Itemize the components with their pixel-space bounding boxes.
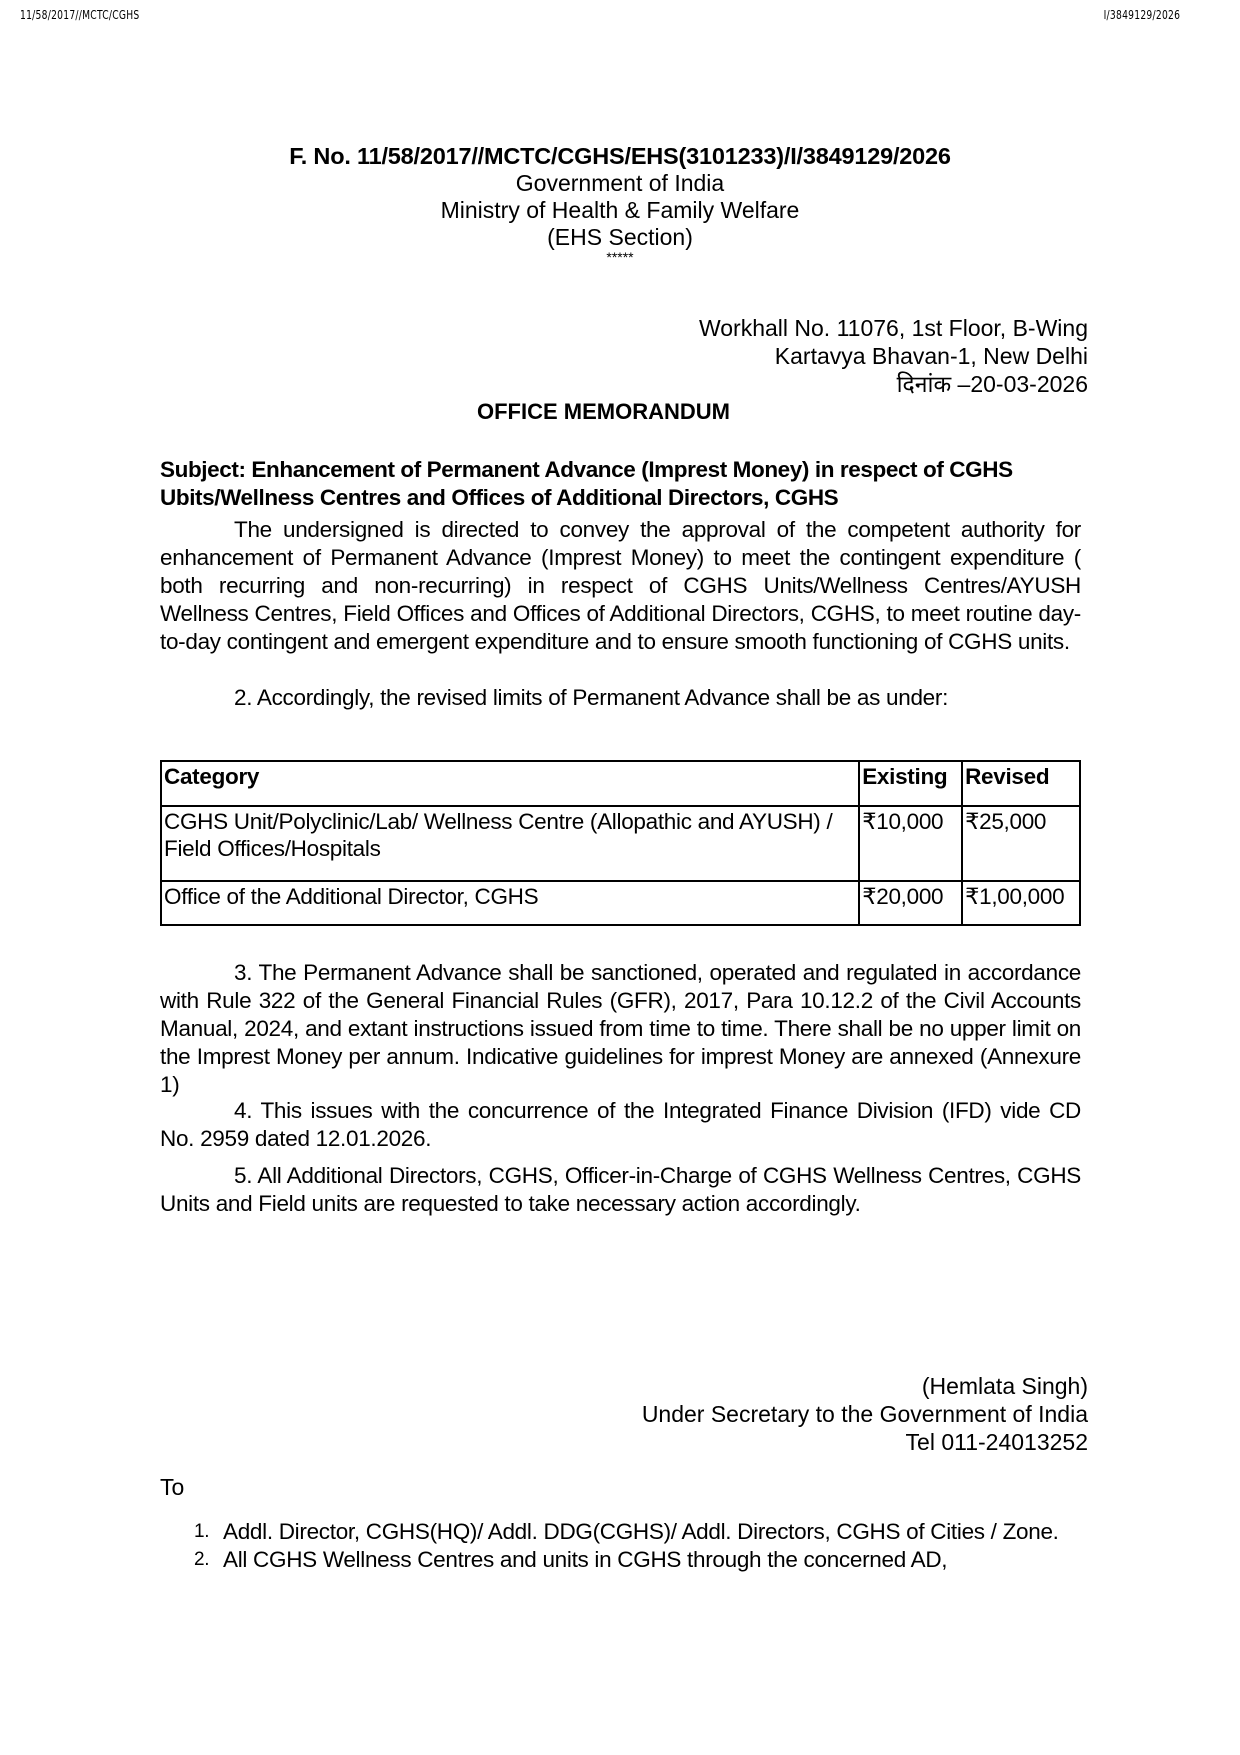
letterhead — [160, 143, 1080, 263]
government-name: Government of India — [515, 170, 725, 196]
file-number: F. No. 11/58/2017//MCTC/CGHS/EHS(3101233)/I/3849129/2026 — [289, 143, 951, 169]
date-value: –20-03-2026 — [957, 371, 1088, 397]
permanent-advance-limits-table — [160, 760, 1081, 926]
recipient-text: All CGHS Wellness Centres and units in CGHS through the concerned AD, — [223, 1547, 948, 1572]
date-label: दिनांक — [896, 371, 952, 397]
section-name: (EHS Section) — [547, 224, 693, 250]
header-revised: Revised — [962, 761, 1080, 806]
paragraph-5: 5. All Additional Directors, CGHS, Officer-in-Charge of CGHS Wellness Centres, CGHS Units and Field units are requested to take necessary action accordingly. — [160, 1163, 1081, 1216]
address-line-2: Kartavya Bhavan-1, New Delhi — [774, 343, 1088, 369]
memo-date — [897, 370, 1088, 398]
cell-revised: ₹25,000 — [962, 806, 1080, 881]
cell-category: Office of the Additional Director, CGHS — [161, 881, 859, 925]
cell-existing: ₹10,000 — [859, 806, 962, 881]
signatory-name: (Hemlata Singh) — [921, 1373, 1088, 1399]
office-address — [699, 314, 1088, 398]
header-category: Category — [161, 761, 859, 806]
list-item — [160, 1546, 1081, 1574]
address-line-1: Workhall No. 11076, 1st Floor, B-Wing — [698, 315, 1088, 341]
paragraph-2: 2. Accordingly, the revised limits of Permanent Advance shall be as under: — [234, 685, 949, 710]
recipient-text: Addl. Director, CGHS(HQ)/ Addl. DDG(CGHS)/ Addl. Directors, CGHS of Cities / Zone. — [223, 1519, 1059, 1544]
page-header — [20, 8, 1181, 26]
cell-existing: ₹20,000 — [859, 881, 962, 925]
memo-title: OFFICE MEMORANDUM — [477, 399, 730, 424]
table-header-row — [161, 761, 1080, 806]
to-label: To — [160, 1474, 185, 1500]
header-existing: Existing — [859, 761, 962, 806]
header-doc-id: I/3849129/2026 — [1103, 8, 1181, 22]
signatory-designation: Under Secretary to the Government of India — [641, 1401, 1088, 1427]
list-number: 1. — [194, 1521, 210, 1542]
paragraph-4: 4. This issues with the concurrence of the Integrated Finance Division (IFD) vide CD No. 2959 dated 12.01.2026. — [160, 1098, 1081, 1151]
paragraph-3: 3. The Permanent Advance shall be sanctioned, operated and regulated in accordance with Rule 322 of the General Financial Rules (GFR), 2017, Para 10.12.2 of the Civil Accounts Manual, 2024, and extant instructions issued from time to time. There shall be no upper limit on the Imprest Money per annum. Indicative guidelines for imprest Money are annexed (Annexure 1) — [160, 960, 1081, 1097]
separator-stars: ***** — [606, 249, 634, 265]
cell-revised: ₹1,00,000 — [962, 881, 1080, 925]
ministry-name: Ministry of Health & Family Welfare — [440, 197, 800, 223]
recipient-list — [160, 1518, 1081, 1574]
cell-category: CGHS Unit/Polyclinic/Lab/ Wellness Centre (Allopathic and AYUSH) / Field Offices/Hospitals — [161, 806, 859, 881]
signatory-telephone: Tel 011-24013252 — [905, 1429, 1088, 1455]
signature-block — [642, 1372, 1088, 1456]
subject-line: Subject: Enhancement of Permanent Advance (Imprest Money) in respect of CGHS Ubits/Wellness Centres and Offices of Additional Directors, CGHS — [160, 457, 1013, 510]
table-row — [161, 806, 1080, 881]
header-file-ref: 11/58/2017//MCTC/CGHS — [20, 8, 140, 22]
list-number: 2. — [194, 1549, 210, 1570]
table-row — [161, 881, 1080, 925]
paragraph-1: The undersigned is directed to convey the approval of the competent authority for enhancement of Permanent Advance (Imprest Money) to meet the contingent expenditure ( both recurring and non-recurring) in respect of CGHS Units/Wellness Centres/AYUSH Wellness Centres, Field Offices and Offices of Additional Directors, CGHS, to meet routine day-to-day contingent and emergent expenditure and to ensure smooth functioning of CGHS units. — [160, 517, 1081, 654]
list-item — [160, 1518, 1081, 1546]
